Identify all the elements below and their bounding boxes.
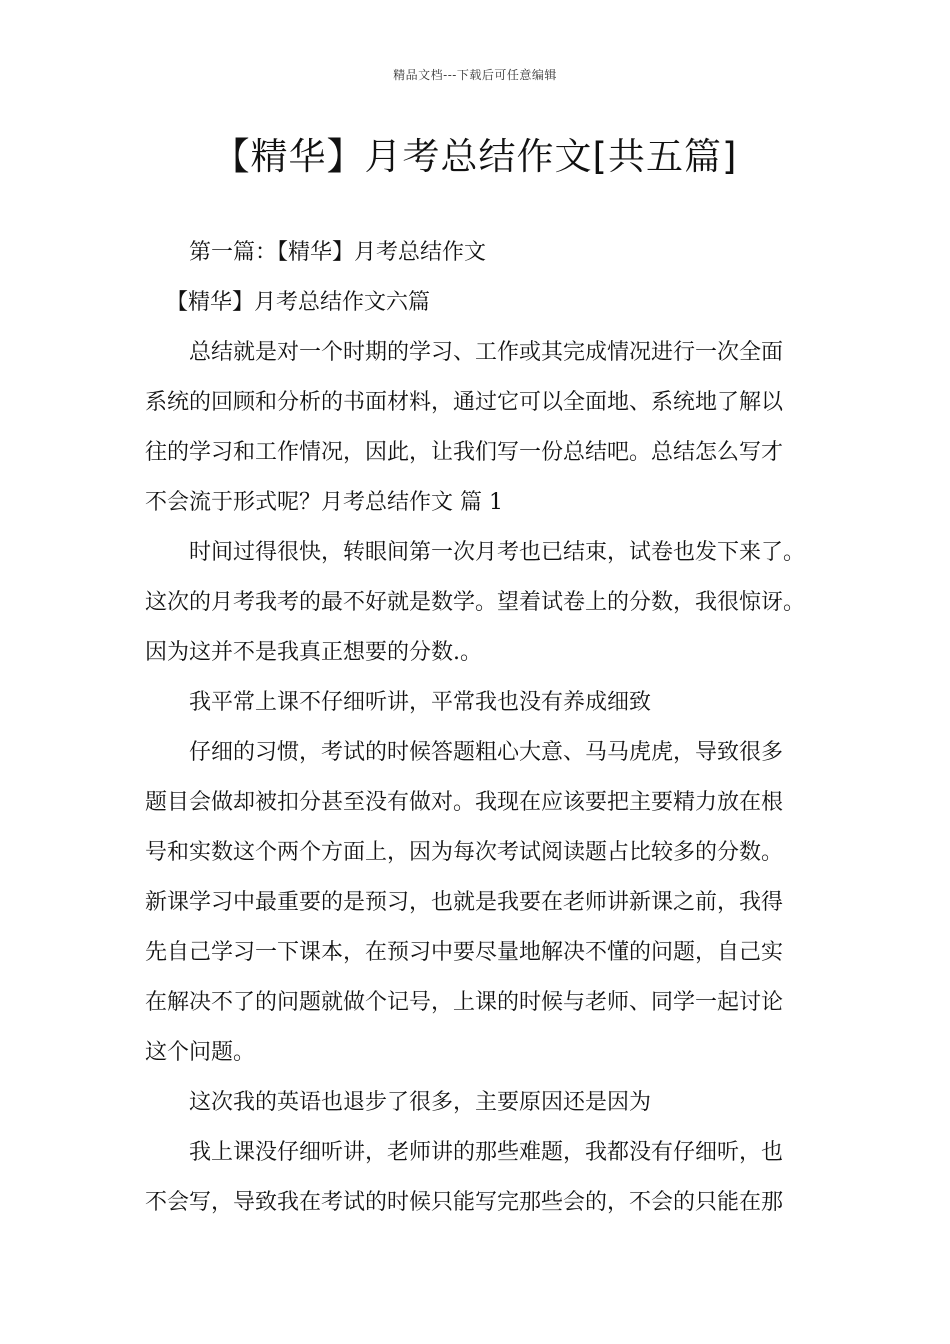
- text-line: 新课学习中最重要的是预习，也就是我要在老师讲新课之前，我得: [145, 890, 784, 915]
- paragraph: [145, 328, 825, 528]
- text-line: 在解决不了的问题就做个记号，上课的时候与老师、同学一起讨论: [145, 990, 784, 1015]
- text-line: 总结就是对一个时期的学习、工作或其完成情况进行一次全面: [189, 340, 784, 365]
- text-line: 仔细的习惯，考试的时候答题粗心大意、马马虎虎，导致很多: [189, 740, 784, 765]
- text-line: 这次的月考我考的最不好就是数学。望着试卷上的分数，我很惊讶。: [145, 590, 806, 615]
- paragraph: [145, 228, 825, 278]
- paragraph: [145, 728, 825, 1078]
- document-body: [145, 228, 825, 1228]
- text-line: 第一篇：【精华】月考总结作文: [189, 240, 487, 265]
- text-line: 系统的回顾和分析的书面材料，通过它可以全面地、系统地了解以: [145, 390, 784, 415]
- text-line: 往的学习和工作情况，因此，让我们写一份总结吧。总结怎么写才: [145, 440, 784, 465]
- text-line: 题目会做却被扣分甚至没有做对。我现在应该要把主要精力放在根: [145, 790, 784, 815]
- document-title: 【精华】月考总结作文[共五篇]: [212, 135, 738, 178]
- text-line: 这个问题。: [145, 1040, 256, 1065]
- text-line: 不会写，导致我在考试的时候只能写完那些会的，不会的只能在那: [145, 1190, 784, 1215]
- text-line: 时间过得很快，转眼间第一次月考也已结束，试卷也发下来了。: [189, 540, 806, 565]
- text-line: 不会流于形式呢？月考总结作文 篇 1: [145, 490, 503, 515]
- text-line: 我平常上课不仔细听讲，平常我也没有养成细致: [189, 690, 652, 715]
- paragraph: [145, 278, 825, 328]
- text-line: 这次我的英语也退步了很多，主要原因还是因为: [189, 1090, 652, 1115]
- paragraph: [145, 528, 825, 678]
- text-line: 先自己学习一下课本，在预习中要尽量地解决不懂的问题，自己实: [145, 940, 784, 965]
- text-line: 因为这并不是我真正想要的分数.。: [145, 640, 482, 665]
- text-line: 【精华】月考总结作文六篇: [166, 290, 431, 315]
- page-header: 精品文档---下载后可任意编辑: [393, 68, 557, 82]
- paragraph: [145, 1128, 825, 1228]
- text-line: 我上课没仔细听讲，老师讲的那些难题，我都没有仔细听，也: [189, 1140, 784, 1165]
- paragraph: [145, 678, 825, 728]
- paragraph: [145, 1078, 825, 1128]
- text-line: 号和实数这个两个方面上，因为每次考试阅读题占比较多的分数。: [145, 840, 784, 865]
